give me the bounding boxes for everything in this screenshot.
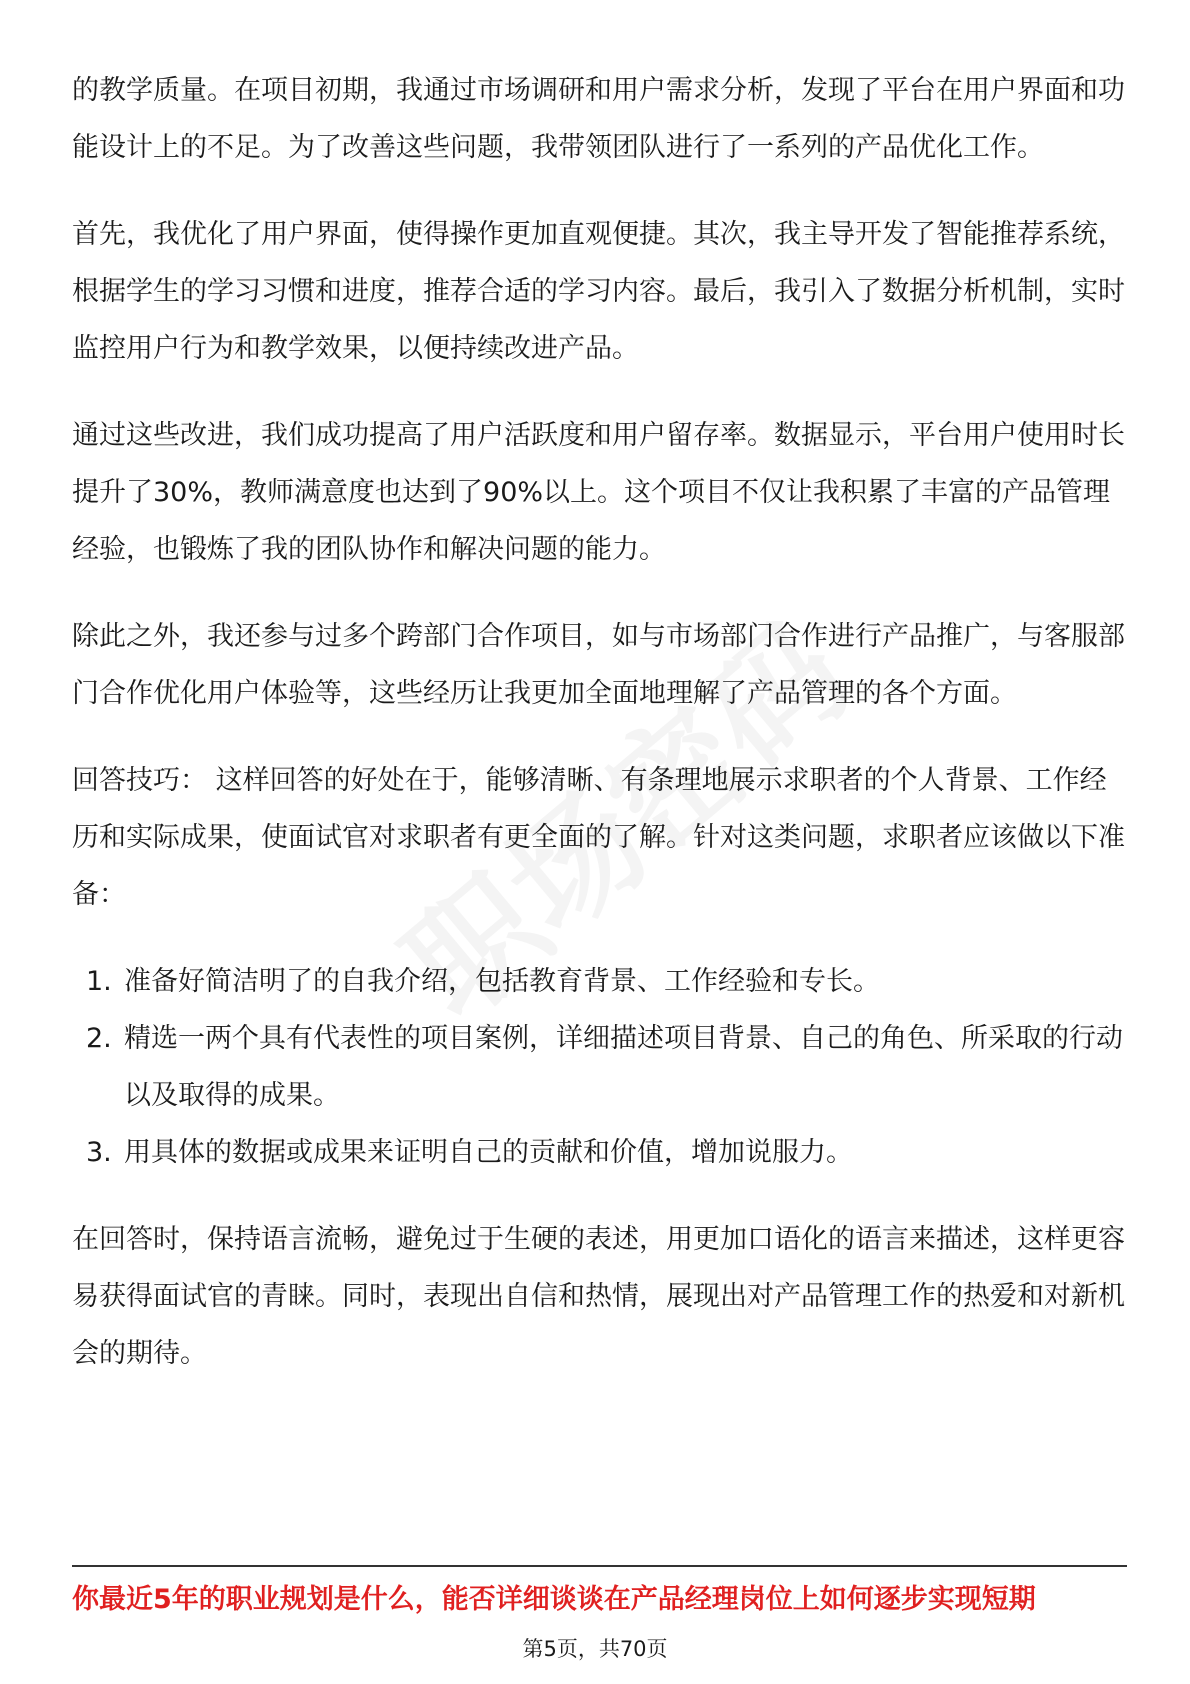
- section-divider: [72, 1565, 1127, 1567]
- answer-tips-paragraph: 回答技巧： 这样回答的好处在于，能够清晰、有条理地展示求职者的个人背景、工作经历和实际成果，使面试官对求职者有更全面的了解。针对这类问题，求职者应该做以下准备：: [72, 765, 1125, 910]
- next-question-heading: 你最近5年的职业规划是什么，能否详细谈谈在产品经理岗位上如何逐步实现短期: [72, 1584, 1036, 1615]
- list-number: 2.: [86, 1023, 112, 1054]
- page-number: 第5页，共70页: [522, 1637, 668, 1661]
- list-number: 3.: [86, 1137, 112, 1168]
- list-item-text: 精选一两个具有代表性的项目案例，详细描述项目背景、自己的角色、所采取的行动以及取得的成果。: [124, 1023, 1123, 1111]
- paragraph-2: 首先，我优化了用户界面，使得操作更加直观便捷。其次，我主导开发了智能推荐系统，根据学生的学习习惯和进度，推荐合适的学习内容。最后，我引入了数据分析机制，实时监控用户行为和教学效果，以便持续改进产品。: [72, 219, 1125, 364]
- list-item-text: 准备好简洁明了的自我介绍，包括教育背景、工作经验和专长。: [124, 966, 880, 997]
- list-item-text: 用具体的数据或成果来证明自己的贡献和价值，增加说服力。: [124, 1137, 853, 1168]
- paragraph-1: 的教学质量。在项目初期，我通过市场调研和用户需求分析，发现了平台在用户界面和功能设计上的不足。为了改善这些问题，我带领团队进行了一系列的产品优化工作。: [72, 75, 1125, 163]
- list-item: [72, 1010, 1127, 1124]
- document-body: [72, 62, 1127, 1412]
- paragraph-3: 通过这些改进，我们成功提高了用户活跃度和用户留存率。数据显示，平台用户使用时长提升了30%，教师满意度也达到了90%以上。这个项目不仅让我积累了丰富的产品管理经验，也锻炼了我的团队协作和解决问题的能力。: [72, 420, 1125, 565]
- list-item: [72, 953, 1127, 1010]
- paragraph-4: 除此之外，我还参与过多个跨部门合作项目，如与市场部门合作进行产品推广，与客服部门合作优化用户体验等，这些经历让我更加全面地理解了产品管理的各个方面。: [72, 621, 1125, 709]
- list-item: [72, 1124, 1127, 1181]
- preparation-list: [72, 953, 1127, 1181]
- list-number: 1.: [86, 966, 112, 997]
- closing-paragraph: 在回答时，保持语言流畅，避免过于生硬的表述，用更加口语化的语言来描述，这样更容易获得面试官的青睐。同时，表现出自信和热情，展现出对产品管理工作的热爱和对新机会的期待。: [72, 1224, 1125, 1369]
